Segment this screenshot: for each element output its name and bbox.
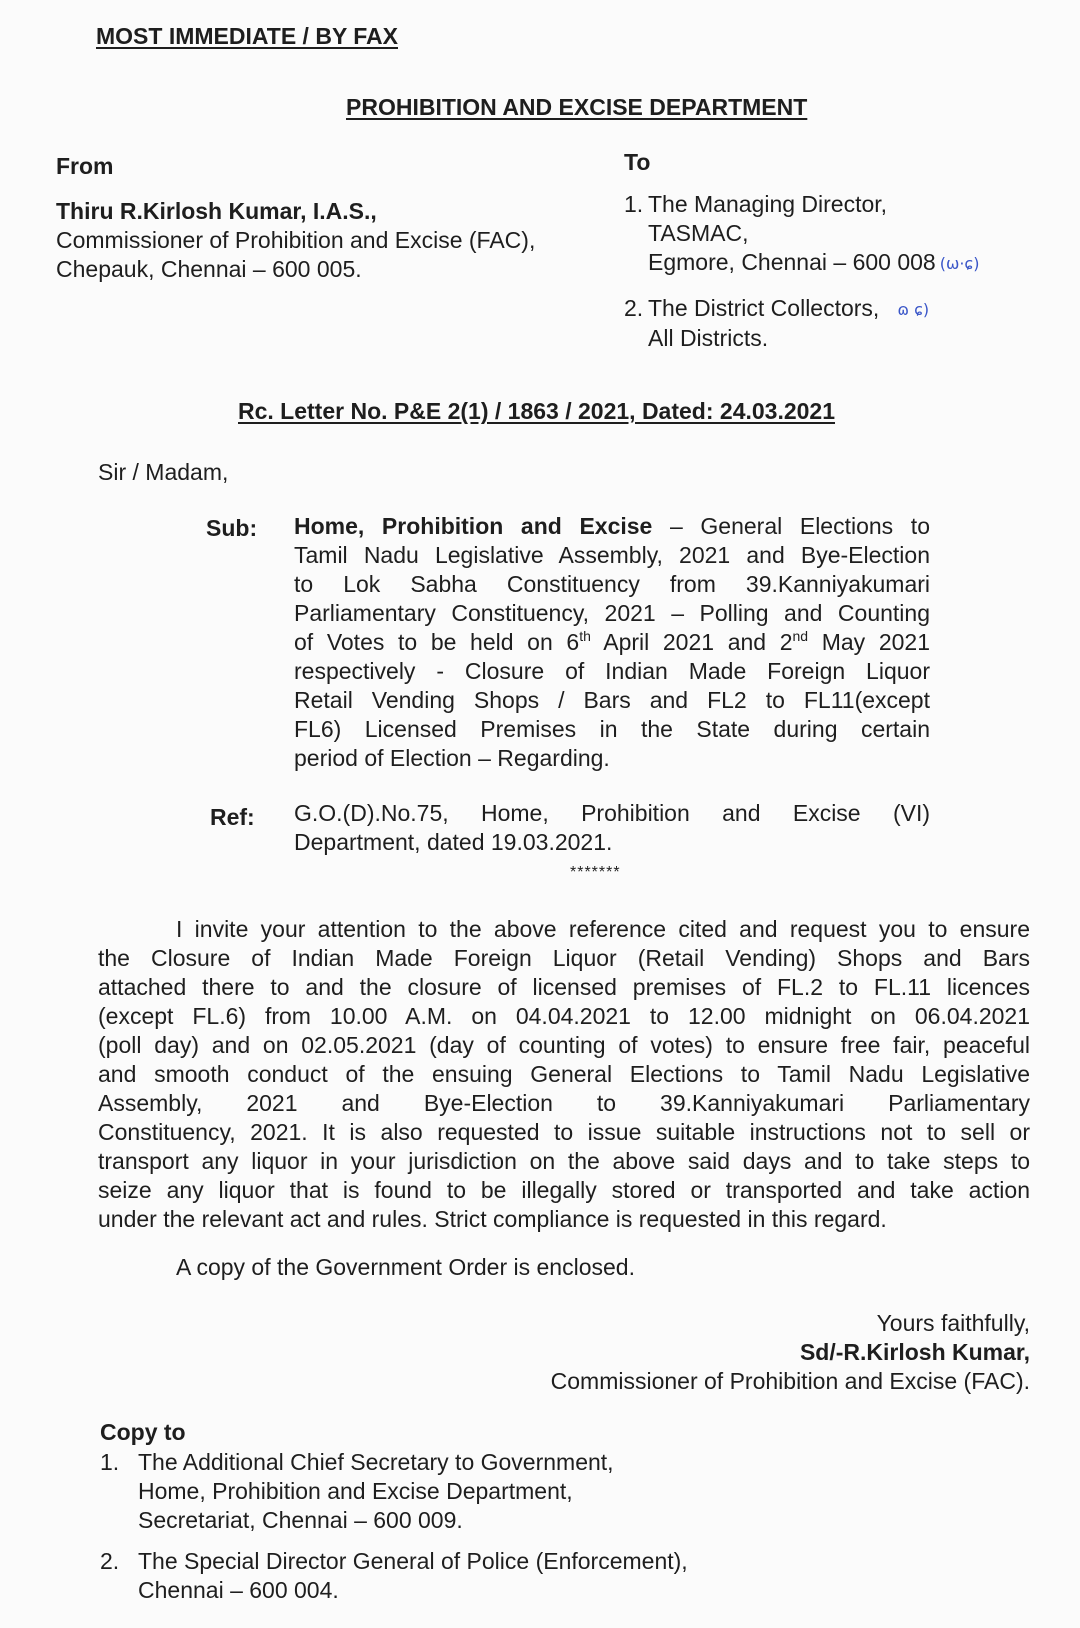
to-label: To: [624, 149, 651, 175]
separator-stars: *******: [570, 864, 621, 881]
recipient-line: The District Collectors,: [648, 295, 880, 321]
department-heading: PROHIBITION AND EXCISE DEPARTMENT: [346, 94, 808, 120]
recipient-item: [624, 190, 1064, 278]
priority-heading: MOST IMMEDIATE / BY FAX: [96, 23, 398, 49]
reference-label: Ref:: [210, 804, 255, 830]
recipient-list: [624, 190, 1064, 369]
copy-to-item: 2. The Special Director General of Police (Enforcement), Chennai – 600 004.: [100, 1548, 688, 1603]
from-label: From: [56, 153, 114, 179]
subject-lead: Home, Prohibition and Excise: [294, 513, 653, 539]
reference-text: G.O.(D).No.75, Home, Prohibition and Excise (VI) Department, dated 19.03.2021.: [294, 800, 930, 855]
signatory-designation: Commissioner of Prohibition and Excise (FAC).: [550, 1368, 1030, 1394]
recipient-number: 2.: [624, 295, 644, 321]
handwritten-mark: (ω·ɕ): [939, 254, 980, 273]
letter-reference-number: Rc. Letter No. P&E 2(1) / 1863 / 2021, Dated: 24.03.2021: [238, 398, 836, 424]
sender-designation: Commissioner of Prohibition and Excise (FAC),: [56, 227, 536, 253]
copy-to-label: Copy to: [100, 1419, 186, 1445]
recipient-line: All Districts.: [648, 325, 769, 351]
handwritten-mark: ɷ ɕ): [897, 300, 930, 319]
valediction: Yours faithfully,: [876, 1310, 1030, 1336]
body-paragraph: I invite your attention to the above reference cited and request you to ensure the Closure of Indian Made Foreign Liquor (Retail Vending) Shops and Bars attached there to and the closure of licensed premises of FL.2 to FL.11 licences (except FL.6) from 10.00 A.M. on 04.04.2021 to 12.00 midnight on 06.04.2021 (poll day) and on 02.05.2021 (day of counting of votes) to ensure free fair, peaceful and smooth conduct of the ensuing General Elections to Tamil Nadu Legislative Assembly, 2021 and Bye-Election to 39.Kanniyakumari Parliamentary Constituency, 2021. It is also requested to issue suitable instructions not to sell or transport any liquor in your jurisdiction on the above said days and to take steps to seize any liquor that is found to be illegally stored or transported and take action under the relevant act and rules. Strict compliance is requested in this regard.: [98, 916, 1030, 1232]
recipient-item: [624, 294, 1064, 353]
subject-text: Home, Prohibition and Excise – General Elections to Tamil Nadu Legislative Assembly, 2021 and Bye-Election to Lok Sabha Constituency from 39.Kanniyakumari Parliamentary Constituency, 2021 – Polling and Counting of Votes to be held on 6th April 2021 and 2nd May 2021 respectively - Closure of Indian Made Foreign Liquor Retail Vending Shops / Bars and FL2 to FL11(except FL6) Licensed Premises in the State during certain period of Election – Regarding.: [294, 513, 930, 771]
closing-block: [500, 1309, 1030, 1396]
sender-address: Chepauk, Chennai – 600 005.: [56, 256, 362, 282]
sender-name: Thiru R.Kirlosh Kumar, I.A.S.,: [56, 198, 377, 224]
sender-block: [56, 197, 596, 284]
recipient-line: The Managing Director,: [648, 191, 888, 217]
subject-label: Sub:: [206, 515, 258, 541]
signatory-name: Sd/-R.Kirlosh Kumar,: [799, 1339, 1030, 1365]
salutation: Sir / Madam,: [98, 459, 229, 485]
copy-to-list: [100, 1448, 800, 1617]
enclosure-note: A copy of the Government Order is enclosed.: [176, 1254, 635, 1280]
recipient-number: 1.: [624, 191, 644, 217]
recipient-line: Egmore, Chennai – 600 008: [648, 249, 936, 275]
recipient-line: TASMAC,: [648, 220, 749, 246]
copy-to-item: 1. The Additional Chief Secretary to Government, Home, Prohibition and Excise Department, Secretariat, Chennai – 600 009.: [100, 1449, 614, 1533]
